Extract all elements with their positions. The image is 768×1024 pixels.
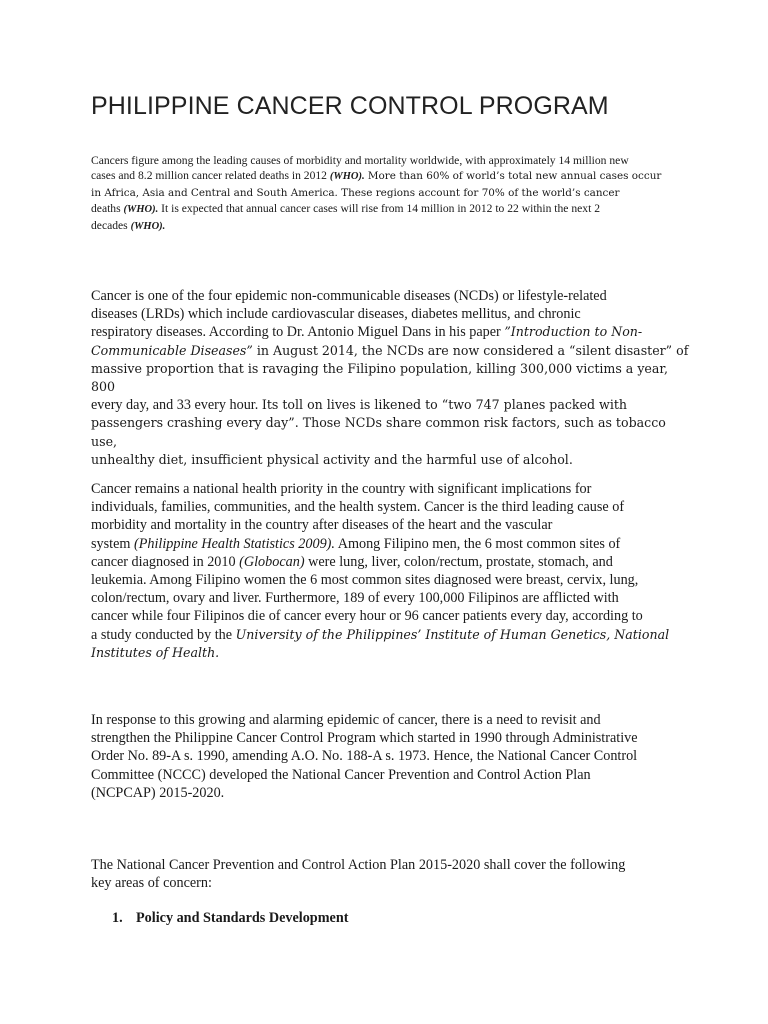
text-line: were lung, liver, colon/rectum, prostate, stomach, and (304, 553, 613, 570)
text-line: passengers crashing every day”. Those NCDs share common risk factors, such as tobacco use, (91, 415, 666, 449)
text-line: individuals, families, communities, and the health system. Cancer is the third leading cause of (91, 499, 625, 516)
text-line: In response to this growing and alarming epidemic of cancer, there is a need to revisit and (91, 712, 601, 728)
text-line: More than 60% of world’s total new annual cases occur (364, 170, 662, 183)
citation: (Globocan) (239, 553, 305, 570)
text-line: Among Filipino men, the 6 most common sites of (334, 535, 621, 552)
text-line: Order No. 89-A s. 1990, amending A.O. No. 188-A s. 1973. Hence, the National Cancer Control (91, 748, 638, 765)
ncd-paragraph (91, 287, 691, 469)
priority-paragraph (91, 480, 691, 662)
paper-title: ”Introduction to Non- (504, 324, 643, 340)
text-line: Its toll on lives is likened to “two 747 planes packed with (261, 397, 628, 413)
text-line: leukemia. Among Filipino women the 6 most common sites diagnosed were breast, cervix, lung, (91, 572, 639, 589)
text-line: a study conducted by the (91, 626, 236, 643)
text-line: system (91, 535, 134, 552)
text-line: Cancer is one of the four epidemic non-communicable diseases (NCDs) or lifestyle-related (91, 288, 607, 304)
text-line: diseases (LRDs) which include cardiovascular diseases, diabetes mellitus, and chronic (91, 306, 581, 323)
response-paragraph (91, 711, 691, 802)
text-line: massive proportion that is ravaging the Filipino population, killing 300,000 victims a year, 800 (91, 360, 669, 395)
text-line: in August 2014, the NCDs are now considered a “silent disaster” of (252, 342, 689, 358)
text-line: key areas of concern: (91, 875, 212, 892)
key-areas-list (112, 910, 348, 927)
text-line: Committee (NCCC) developed the National Cancer Prevention and Control Action Plan (91, 766, 591, 783)
text-line: every day, and 33 every hour. (91, 397, 262, 414)
text-line: cancer while four Filipinos die of cancer every hour or 96 cancer patients every day, according to (91, 608, 643, 625)
list-item-number: 1. (112, 910, 123, 926)
text-line: The National Cancer Prevention and Control Action Plan 2015-2020 shall cover the following (91, 857, 626, 873)
list-item (112, 910, 348, 927)
text-line: morbidity and mortality in the country after diseases of the heart and the vascular (91, 517, 553, 534)
text-line: cases and 8.2 million cancer related deaths in 2012 (91, 169, 330, 183)
text-line: in Africa, Asia and Central and South America. These regions account for 70% of the world’s cancer (91, 186, 620, 199)
scope-paragraph (91, 856, 691, 892)
text-line: colon/rectum, ovary and liver. Furthermore, 189 of every 100,000 Filipinos are afflicted with (91, 590, 619, 607)
citation: (Philippine Health Statistics 2009). (133, 535, 335, 552)
text-line: (NCPCAP) 2015-2020. (91, 784, 225, 801)
document-title: PHILIPPINE CANCER CONTROL PROGRAM (91, 92, 609, 120)
citation: (WHO). (329, 171, 365, 183)
citation: (WHO). (130, 220, 166, 232)
text-line: decades (91, 218, 131, 232)
text-line: deaths (91, 202, 124, 216)
text-line: Cancer remains a national health priority in the country with significant implications for (91, 481, 592, 497)
institution-name: University of the Philippines’ Institute of Human Genetics, National (235, 626, 670, 642)
text-line: unhealthy diet, insufficient physical activity and the harmful use of alcohol. (91, 451, 573, 467)
citation: (WHO). (123, 204, 159, 216)
institution-name: Institutes of Health. (91, 644, 220, 660)
list-item-text: Policy and Standards Development (136, 910, 349, 926)
text-line: strengthen the Philippine Cancer Control Program which started in 1990 through Administrative (91, 730, 638, 747)
text-line: It is expected that annual cancer cases will rise from 14 million in 2012 to 22 within the next 2 (158, 202, 600, 216)
paper-title: Communicable Diseases” (91, 342, 253, 358)
text-line: Cancers figure among the leading causes of morbidity and mortality worldwide, with approximately 14 million new (91, 154, 629, 167)
text-line: respiratory diseases. According to Dr. Antonio Miguel Dans in his paper (91, 324, 505, 341)
text-line: cancer diagnosed in 2010 (91, 553, 240, 570)
intro-paragraph (91, 153, 691, 234)
